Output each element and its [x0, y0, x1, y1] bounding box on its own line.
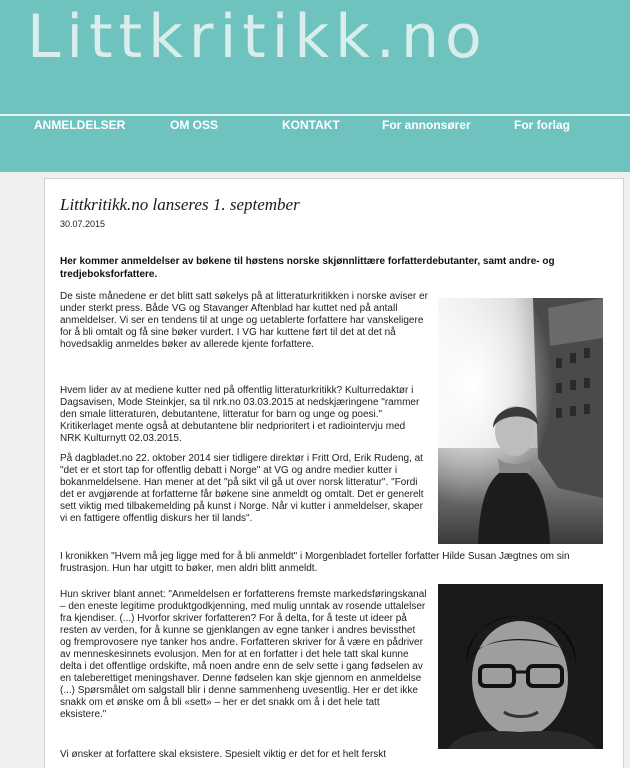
main-nav — [0, 118, 630, 140]
nav-item-for-forlag[interactable]: For forlag — [514, 118, 570, 132]
photo-man-image — [438, 584, 603, 749]
article-lead: Her kommer anmeldelser av bøkene til høstens norske skjønnlittære forfatterdebutanter, samt andre- og tredjeboksforfattere. — [60, 256, 555, 280]
nav-divider — [0, 114, 630, 116]
nav-item-om-oss[interactable]: OM OSS — [170, 118, 219, 132]
site-logo[interactable]: Littkritikk.no — [27, 2, 488, 72]
nav-item-anmeldelser[interactable]: ANMELDELSER — [34, 118, 126, 132]
article-paragraph-6: Vi ønsker at forfattere skal eksistere. Spesielt viktig er det for et helt ferskt — [60, 749, 387, 760]
site-header — [0, 0, 630, 172]
article-photo-man — [438, 584, 603, 749]
article-paragraph-2: Hvem lider av at mediene kutter ned på offentlig litteraturkritikk? Kulturredaktør i Dagsavisen, Mode Steinkjer, sa til nrk.no 03.03.2015 at nedskjæringene "rammer den smale litteraturen, debutantene, litteratur for barn og unge og poesi." Kritikerlaget mente også at debutantene blir nedprioritert i et radiointervju med NRK Kulturnytt 02.03.2015. — [60, 385, 420, 444]
article-photo-woman — [438, 298, 603, 544]
article-paragraph-5: Hun skriver blant annet: "Anmeldelsen er forfatterens fremste markedsføringskanal – den eneste legitime produktgodkjenning, med mulig unntak av rosende uttalelser fra kjendiser. (...) Hvorfor skriver forfatteren? For å delta, for å teste ut ideer på resten av verden, for å kunne se gjenklangen av egne tanker i andres bevissthet og fremprovosere nye tanker hos andre. Forfatteren skriver for å være en pådriver av menneskesinnets evolusjon. Men for at en forfatter i det hele tatt skal kunne delta i det offentlige ordskifte, må noen andre enn de selv sette i gang fødselen av en taleberettiget meningshaver. Denne fødselen kan skje gjennom en anmeldelse (...) Spørsmålet om salgstall blir i denne sammenheng uvesentlig. Her er det ikke snakk om et ønske om å bli «sett» – her er det snakk om å i det hele tatt eksistere." — [60, 589, 427, 720]
nav-item-kontakt[interactable]: KONTAKT — [282, 118, 340, 132]
article-paragraph-4: I kronikken "Hvem må jeg ligge med for å bli anmeldt" i Morgenbladet forteller forfatter Hilde Susan Jægtnes om sin frustrasjon. Hun har utgitt to bøker, men aldri blitt anmeldt. — [60, 551, 570, 574]
nav-item-for-annonsorer[interactable]: For annonsører — [382, 118, 471, 132]
photo-woman-image — [438, 298, 603, 544]
article-title[interactable]: Littkritikk.no lanseres 1. september — [60, 195, 300, 214]
article-paragraph-1: De siste månedene er det blitt satt søkelys på at litteraturkritikken i norske aviser er under sterkt press. Både VG og Stavanger Aftenblad har kuttet ned på antall anmeldelser. Vi ser en tendens til at unge og uetablerte forfattere har vanskeligere for å bli omtalt og få sine bøker vurdert. I VG har kuttene ført til det at det nå hovedsaklig anmeldes bøker av allerede kjente forfattere. — [60, 291, 428, 350]
article-container — [44, 178, 624, 768]
article-paragraph-3: På dagbladet.no 22. oktober 2014 sier tidligere direktør i Fritt Ord, Erik Rudeng, at "det er et stort tap for offentlig debatt i Norge" at VG og andre medier kutter i bokanmeldelsene. Han mener at det "på sikt vil gå ut over norsk litteratur". "Fordi det er avgjørende at forfatterne får bøkene sine anmeldt og omtalt. Det er generelt sett viktig med tilbakemelding på kunst i Norge. Når vi kutter i anmeldelser, skaper vi en fattigere offentlig diskurs her til lands". — [60, 453, 424, 524]
article-date: 30.07.2015 — [60, 219, 106, 229]
